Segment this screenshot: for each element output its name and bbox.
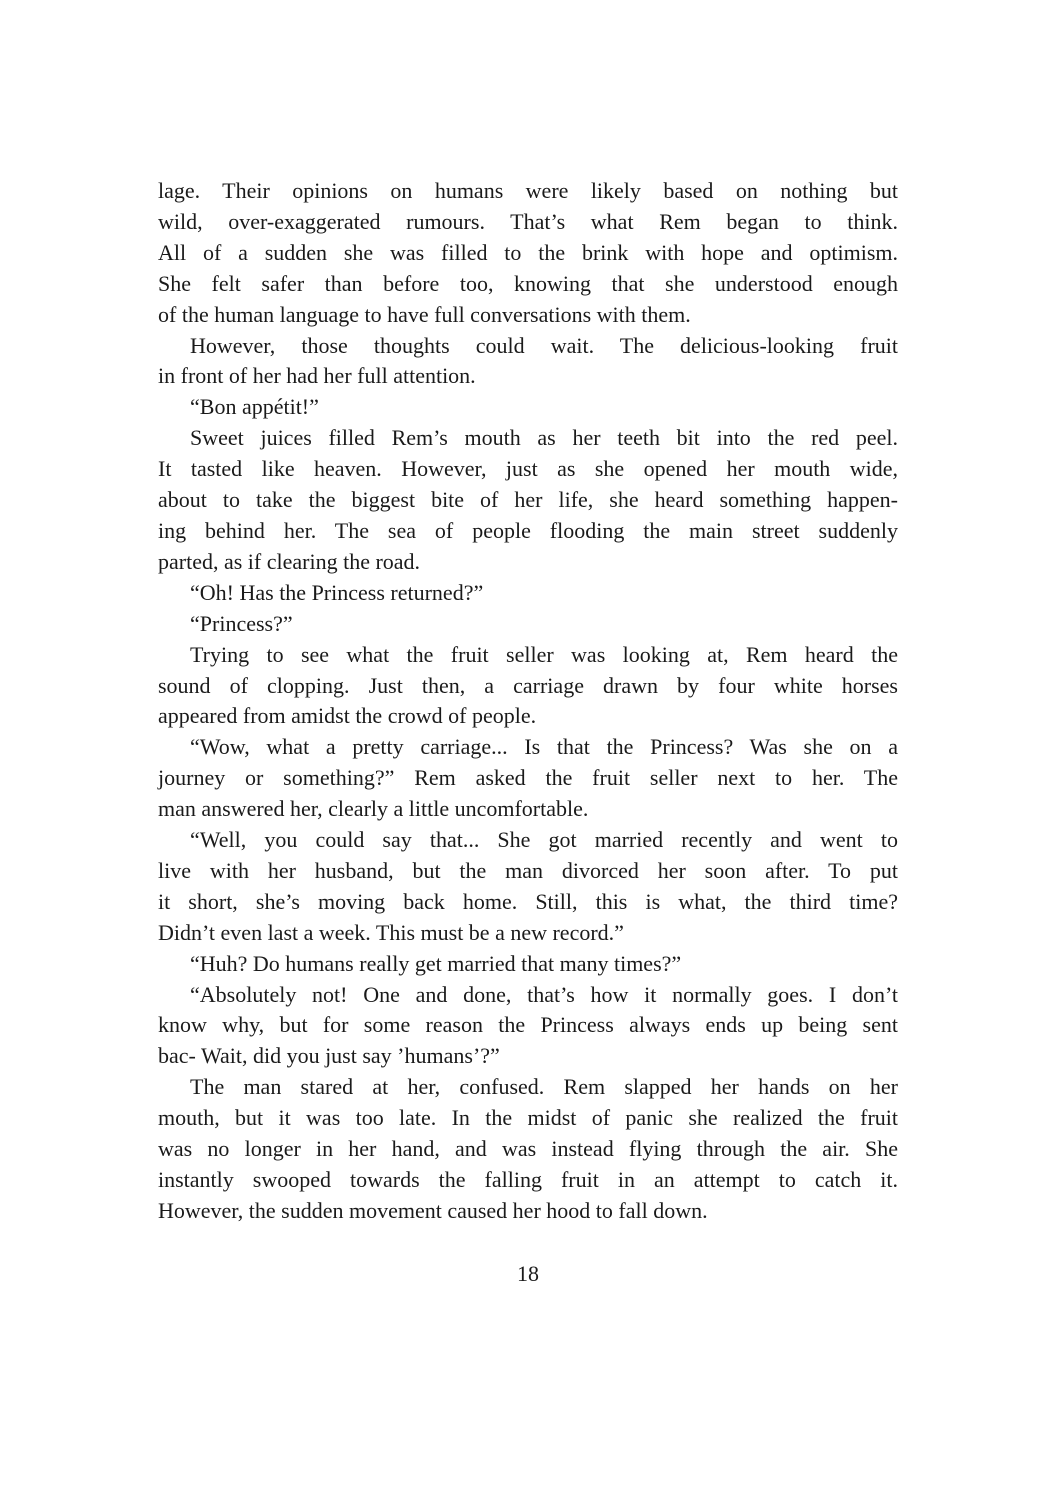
- paragraph: [158, 1072, 898, 1227]
- text-line: “Huh? Do humans really get married that many times?”: [190, 950, 682, 976]
- page-number: 18: [517, 1261, 539, 1286]
- paragraph: [158, 825, 898, 949]
- text-line: man answered her, clearly a little uncomfortable.: [158, 796, 589, 822]
- text-line: lage. Their opinions on humans were likely based on nothing but: [158, 178, 898, 203]
- paragraph: [158, 640, 898, 733]
- text-line: “Wow, what a pretty carriage... Is that the Princess? Was she on a: [190, 734, 898, 760]
- text-line: know why, but for some reason the Princess always ends up being sent: [158, 1012, 898, 1038]
- text-line: live with her husband, but the man divorced her soon after. To put: [158, 857, 898, 883]
- text-line: instantly swooped towards the falling fruit in an attempt to catch it.: [158, 1167, 898, 1192]
- text-line: “Absolutely not! One and done, that’s how it normally goes. I don’t: [190, 981, 898, 1007]
- text-line: in front of her had her full attention.: [158, 363, 476, 389]
- paragraph: [158, 609, 898, 640]
- text-line: “Well, you could say that... She got married recently and went to: [190, 827, 898, 853]
- paragraph: [158, 423, 898, 578]
- text-line: Sweet juices filled Rem’s mouth as her teeth bit into the red peel.: [190, 425, 898, 451]
- text-line: sound of clopping. Just then, a carriage drawn by four white horses: [158, 672, 898, 698]
- paragraph: [158, 980, 898, 1073]
- paragraph: [158, 732, 898, 825]
- text-line: ing behind her. The sea of people flooding the main street suddenly: [158, 517, 898, 543]
- body-text: [158, 176, 898, 1227]
- text-line: It tasted like heaven. However, just as she opened her mouth wide,: [158, 456, 898, 482]
- text-line: appeared from amidst the crowd of people.: [158, 703, 537, 729]
- text-line: about to take the biggest bite of her life, she heard something happen-: [158, 487, 898, 513]
- text-line: All of a sudden she was filled to the brink with hope and optimism.: [158, 239, 898, 265]
- text-line: “Bon appétit!”: [190, 394, 319, 420]
- text-line: “Oh! Has the Princess returned?”: [190, 579, 484, 605]
- paragraph: [158, 949, 898, 980]
- paragraph: [158, 578, 898, 609]
- text-line: Trying to see what the fruit seller was looking at, Rem heard the: [190, 641, 898, 667]
- text-line: it short, she’s moving back home. Still, this is what, the third time?: [158, 888, 898, 914]
- paragraph: [158, 392, 898, 423]
- text-line: Didn’t even last a week. This must be a new record.”: [158, 919, 624, 945]
- text-line: “Princess?”: [190, 610, 293, 636]
- text-line: However, the sudden movement caused her hood to fall down.: [158, 1197, 708, 1223]
- text-line: However, those thoughts could wait. The delicious-looking fruit: [190, 332, 898, 358]
- text-line: was no longer in her hand, and was instead flying through the air. She: [158, 1136, 898, 1162]
- text-line: journey or something?” Rem asked the fruit seller next to her. The: [158, 765, 898, 791]
- text-line: bac- Wait, did you just say ’humans’?”: [158, 1043, 500, 1069]
- text-line: The man stared at her, confused. Rem slapped her hands on her: [190, 1074, 898, 1100]
- text-line: of the human language to have full conversations with them.: [158, 301, 691, 327]
- text-line: wild, over-exaggerated rumours. That’s what Rem began to think.: [158, 208, 898, 234]
- text-line: parted, as if clearing the road.: [158, 548, 421, 574]
- paragraph: [158, 331, 898, 393]
- text-line: mouth, but it was too late. In the midst of panic she realized the fruit: [158, 1105, 898, 1131]
- text-line: She felt safer than before too, knowing that she understood enough: [158, 270, 898, 296]
- paragraph: [158, 176, 898, 331]
